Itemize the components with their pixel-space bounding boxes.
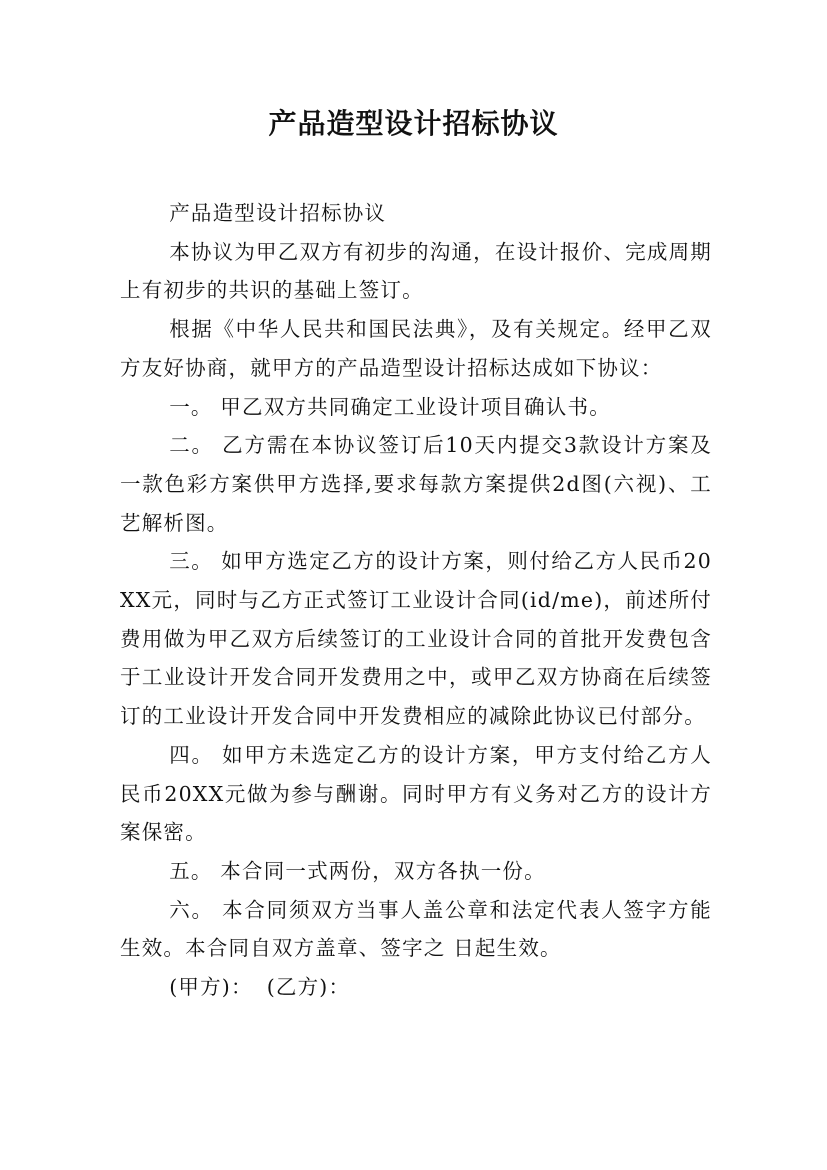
party-b-label: (乙方)： bbox=[266, 975, 351, 1000]
paragraph-intro: 本协议为甲乙双方有初步的沟通，在设计报价、完成周期上有初步的共识的基础上签订。 bbox=[120, 239, 712, 303]
signature-line bbox=[120, 968, 712, 1007]
clause-5: 五。 本合同一式两份，双方各执一份。 bbox=[169, 858, 546, 883]
document-title: 产品造型设计招标协议 bbox=[268, 107, 559, 140]
clause-1: 一。 甲乙双方共同确定工业设计项目确认书。 bbox=[169, 394, 611, 419]
paragraph-basis: 根据《中华人民共和国民法典》，及有关规定。经甲乙双方友好协商，就甲方的产品造型设计招标达成如下协议： bbox=[120, 317, 712, 380]
clause-2: 二。 乙方需在本协议签订后10天内提交3款设计方案及一款色彩方案供甲方选择,要求每款方案提供2d图(六视)、工艺解析图。 bbox=[120, 433, 712, 535]
clause-4: 四。 如甲方未选定乙方的设计方案，甲方支付给乙方人民币20XX元做为参与酬谢。同时甲方有义务对乙方的设计方案保密。 bbox=[120, 742, 712, 845]
party-a-label: (甲方)： bbox=[169, 975, 253, 1000]
document-body bbox=[120, 194, 712, 1007]
clause-3: 三。 如甲方选定乙方的设计方案，则付给乙方人民币20XX元，同时与乙方正式签订工业设计合同(id/me)，前述所付费用做为甲乙双方后续签订的工业设计合同的首批开发费包含于工业设计开发合同开发费用之中，或甲乙双方协商在后续签订的工业设计开发合同中开发费相应的减除此协议已付部分。 bbox=[120, 549, 712, 729]
clause-6: 六。 本合同须双方当事人盖公章和法定代表人签字方能生效。本合同自双方盖章、签字之 日起生效。 bbox=[120, 897, 712, 961]
paragraph-subtitle: 产品造型设计招标协议 bbox=[169, 201, 387, 225]
